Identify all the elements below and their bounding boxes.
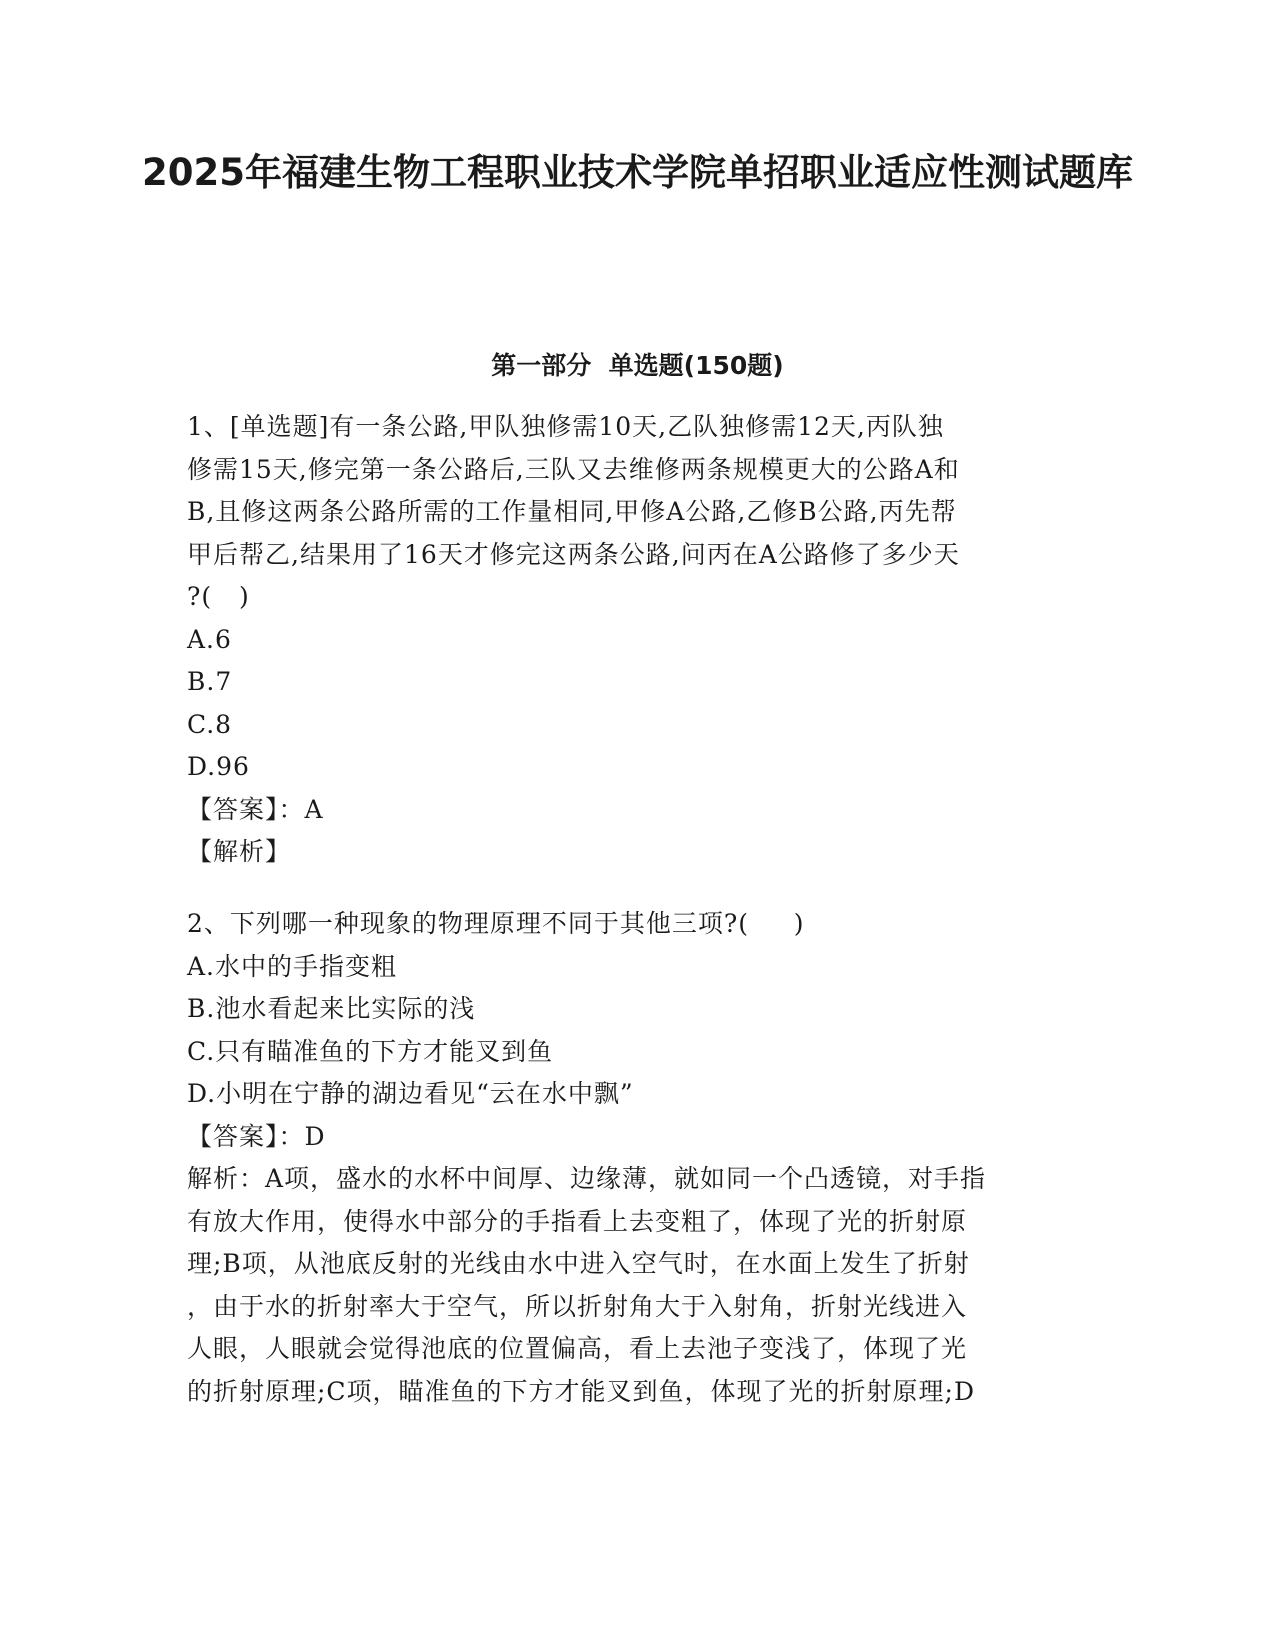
- question-1: [187, 406, 1077, 874]
- question-stem-line: ?( ): [187, 582, 250, 611]
- analysis-line: 的折射原理;C项，瞄准鱼的下方才能叉到鱼，体现了光的折射原理;D: [187, 1376, 976, 1406]
- question-stem-line: 2、下列哪一种现象的物理原理不同于其他三项?( ): [187, 909, 805, 938]
- analysis-label: 【解析】: [187, 837, 292, 866]
- answer: 【答案】：A: [187, 794, 324, 824]
- option-d: D.小明在宁静的湖边看见“云在水中飘”: [187, 1079, 634, 1108]
- analysis-line: ，由于水的折射率大于空气，所以折射角大于入射角，折射光线进入: [187, 1291, 968, 1321]
- question-stem-line: 甲后帮乙,结果用了16天才修完这两条公路,问丙在A公路修了多少天: [187, 539, 960, 569]
- option-c: C.只有瞄准鱼的下方才能叉到鱼: [187, 1036, 554, 1066]
- option-d: D.96: [187, 752, 250, 781]
- option-a: A.6: [187, 624, 232, 654]
- document-title: 2025年福建生物工程职业技术学院单招职业适应性测试题库: [142, 151, 1133, 194]
- question-stem-line: B,且修这两条公路所需的工作量相同,甲修A公路,乙修B公路,丙先帮: [187, 497, 957, 526]
- question-2: [187, 903, 1077, 1413]
- answer: 【答案】：D: [187, 1121, 326, 1151]
- section-heading: 第一部分 单选题(150题): [491, 351, 784, 380]
- question-stem-line: 修需15天,修完第一条公路后,三队又去维修两条规模更大的公路A和: [187, 454, 960, 484]
- question-stem-line: 1、[单选题]有一条公路,甲队独修需10天,乙队独修需12天,丙队独: [187, 412, 944, 441]
- option-c: C.8: [187, 709, 233, 739]
- option-b: B.池水看起来比实际的浅: [187, 994, 476, 1023]
- option-a: A.水中的手指变粗: [187, 951, 398, 981]
- analysis-line: 有放大作用，使得水中部分的手指看上去变粗了，体现了光的折射原: [187, 1206, 968, 1236]
- analysis-line: 解析：A项，盛水的水杯中间厚、边缘薄，就如同一个凸透镜，对手指: [187, 1164, 987, 1193]
- analysis-line: 理;B项，从池底反射的光线由水中进入空气时，在水面上发生了折射: [187, 1249, 970, 1278]
- analysis-line: 人眼，人眼就会觉得池底的位置偏高，看上去池子变浅了，体现了光: [187, 1334, 968, 1363]
- option-b: B.7: [187, 667, 233, 696]
